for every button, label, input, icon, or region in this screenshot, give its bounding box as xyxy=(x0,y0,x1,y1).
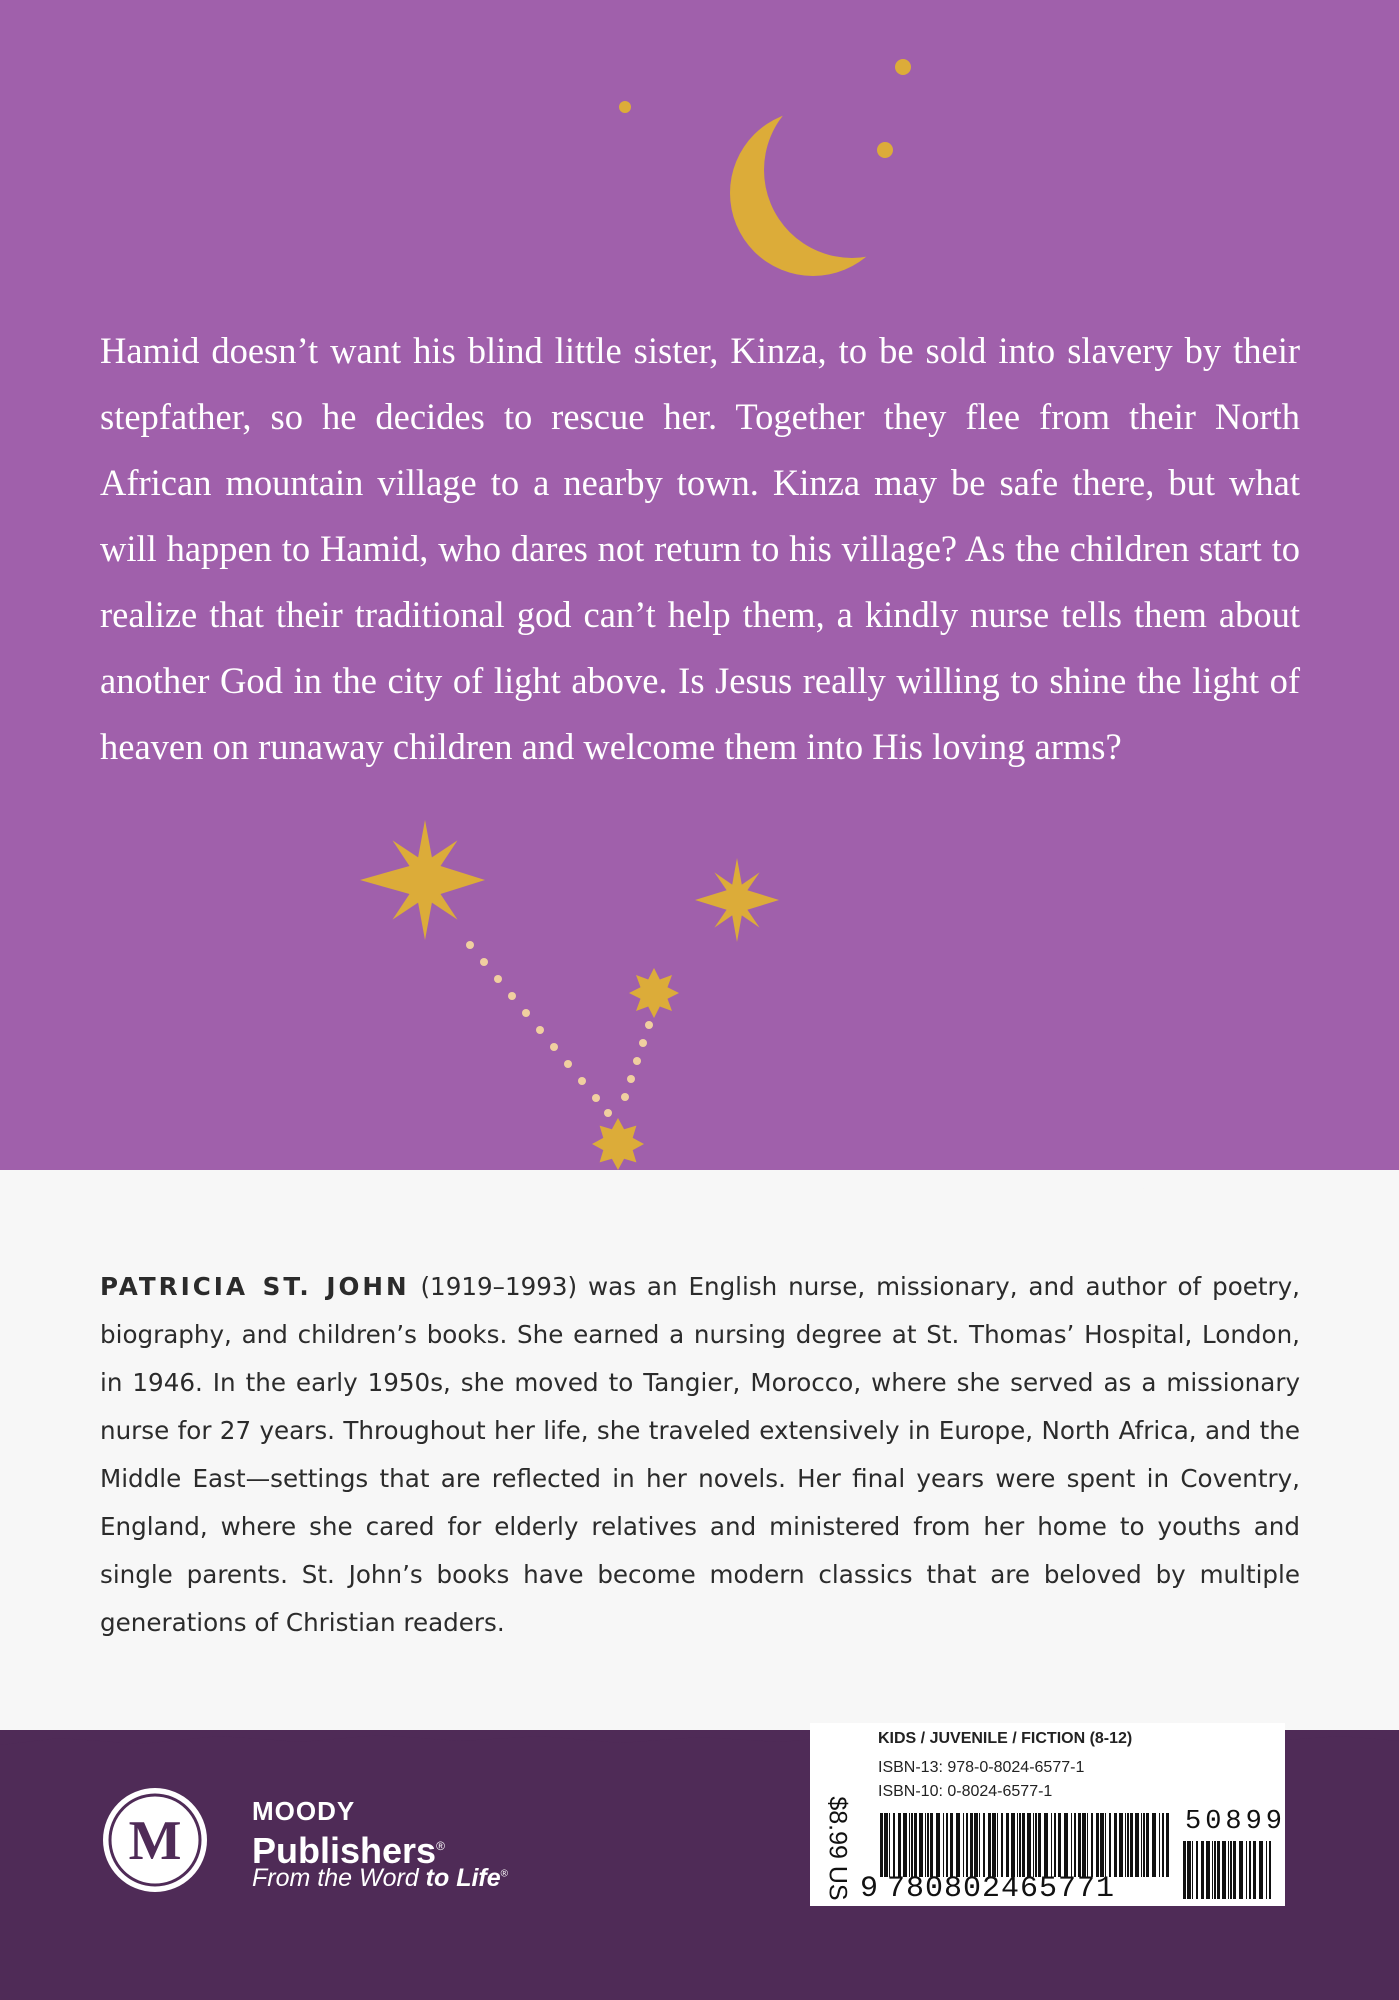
barcode-bar xyxy=(988,1813,991,1877)
moody-logo-icon xyxy=(100,1785,210,1895)
barcode-bar xyxy=(1239,1841,1243,1899)
barcode-bar xyxy=(950,1813,953,1877)
barcode-bar xyxy=(925,1813,926,1877)
barcode-bar xyxy=(1022,1813,1025,1877)
barcode-bar xyxy=(911,1813,913,1877)
barcode-bar xyxy=(1091,1813,1093,1877)
barcode-bar xyxy=(1038,1813,1041,1877)
barcode-bar xyxy=(1058,1813,1061,1877)
star-constellation xyxy=(360,820,779,1170)
barcode-bar xyxy=(1206,1841,1210,1899)
tagline-part1: From the Word xyxy=(252,1864,426,1892)
barcode-bar xyxy=(1001,1813,1003,1877)
barcode-bar xyxy=(1006,1813,1009,1877)
publisher-tagline xyxy=(252,1864,508,1893)
barcode-bar xyxy=(1078,1813,1081,1877)
barcode-bar xyxy=(1100,1813,1104,1877)
barcode-bar xyxy=(903,1813,907,1877)
barcode-bar xyxy=(970,1813,973,1877)
barcode-bar xyxy=(1143,1813,1145,1877)
registered-mark: ® xyxy=(436,1839,445,1853)
small-star-dot xyxy=(895,59,911,75)
barcode-bar xyxy=(974,1813,978,1877)
barcode-bar xyxy=(992,1813,996,1877)
barcode-bar xyxy=(1033,1813,1034,1877)
barcode-bar xyxy=(1183,1841,1186,1899)
bisac-category: KIDS / JUVENILE / FICTION (8-12) xyxy=(878,1730,1133,1747)
barcode-bar xyxy=(1135,1813,1139,1877)
supplement-number: 50899 xyxy=(1185,1807,1287,1837)
barcode-bar xyxy=(1064,1813,1068,1877)
barcode-bar xyxy=(1253,1841,1256,1899)
publisher-name-line1: MOODY xyxy=(252,1796,356,1826)
barcode-bar xyxy=(1105,1813,1106,1877)
barcode-bar xyxy=(1269,1841,1271,1899)
barcode-bar xyxy=(1127,1813,1129,1877)
barcode-bar xyxy=(936,1813,940,1877)
tagline-mark: ® xyxy=(500,1868,509,1880)
barcode-bar xyxy=(1130,1813,1133,1877)
barcode-bar xyxy=(1228,1841,1229,1899)
barcode-bar xyxy=(1233,1841,1236,1899)
crescent-moon-icon xyxy=(730,110,896,276)
barcode-bar xyxy=(1035,1813,1037,1877)
barcode-bar xyxy=(1027,1813,1031,1877)
barcode-bar xyxy=(909,1813,910,1877)
small-star-dot xyxy=(877,142,893,158)
supplement-barcode xyxy=(1183,1841,1275,1899)
barcode-bar xyxy=(1141,1813,1142,1877)
barcode-bar xyxy=(1096,1813,1099,1877)
ean-main-digits: 780802465771 xyxy=(887,1872,1116,1906)
medium-star-icon xyxy=(695,858,779,942)
barcode-bar xyxy=(943,1813,944,1877)
author-name: PATRICIA ST. JOHN xyxy=(100,1272,410,1301)
barcode-bar xyxy=(1217,1841,1220,1899)
barcode-bar xyxy=(1249,1841,1251,1899)
barcode-bar xyxy=(997,1813,998,1877)
barcode-bar xyxy=(1119,1813,1123,1877)
barcode-bar xyxy=(927,1813,929,1877)
barcode-bar xyxy=(1152,1813,1156,1877)
barcode-bar xyxy=(1212,1841,1213,1899)
barcode-bar xyxy=(1259,1841,1263,1899)
barcode-bar xyxy=(884,1813,888,1877)
barcode-bar xyxy=(1230,1841,1232,1899)
barcode-bar xyxy=(930,1813,933,1877)
isbn-13: ISBN-13: 978-0-8024-6577-1 xyxy=(878,1759,1085,1776)
barcode-bar xyxy=(898,1813,901,1877)
barcode-bar xyxy=(1019,1813,1021,1877)
barcode-bar xyxy=(893,1813,895,1877)
small-star-icon xyxy=(592,1118,644,1170)
barcode-bar xyxy=(880,1813,883,1877)
barcode-bar xyxy=(1087,1813,1088,1877)
logo-letter: M xyxy=(128,1810,182,1872)
barcode-bar xyxy=(1109,1813,1111,1877)
barcode-bar xyxy=(1266,1841,1267,1899)
barcode-bar xyxy=(979,1813,980,1877)
small-star-icon xyxy=(629,968,679,1018)
isbn-10: ISBN-10: 0-8024-6577-1 xyxy=(878,1783,1053,1800)
barcode-bar xyxy=(1011,1813,1015,1877)
barcode-bar xyxy=(1166,1813,1169,1877)
barcode-bar xyxy=(1196,1841,1198,1899)
barcode-bar xyxy=(1114,1813,1117,1877)
barcode-bar xyxy=(1125,1813,1126,1877)
barcode-bar xyxy=(889,1813,890,1877)
barcode-bar xyxy=(963,1813,964,1877)
barcode-bar xyxy=(1214,1841,1216,1899)
barcode-bar xyxy=(1246,1841,1247,1899)
book-description: Hamid doesn’t want his blind little sister, Kinza, to be sold into slavery by their stepfather, so he decides to rescue her. Together they flee from their North African mountain village to a nearby town. Kinza may be safe there, but what will happen to Hamid, who dares not return to his village? As the children start to realize that their traditional god can’t help them, a kindly nurse tells them about another God in the city of light above. Is Jesus really willing to shine the light of heaven on runaway children and welcome them into His loving arms? xyxy=(100,330,1300,767)
barcode-bar xyxy=(1192,1841,1193,1899)
author-bio xyxy=(100,1263,1300,1647)
barcode-bar xyxy=(919,1813,923,1877)
ean-digits xyxy=(860,1872,1115,1906)
small-star-dot xyxy=(619,101,631,113)
barcode-bar xyxy=(1162,1813,1164,1877)
price-label: $8.99 US xyxy=(823,1796,852,1901)
barcode-bar xyxy=(956,1813,960,1877)
publisher-name-text: Publishers xyxy=(252,1830,437,1871)
barcode-bar xyxy=(1159,1813,1160,1877)
barcode-bar xyxy=(1146,1813,1149,1877)
ean-lead-digit: 9 xyxy=(860,1872,880,1906)
barcode-bar xyxy=(1044,1813,1048,1877)
barcode-bar xyxy=(1017,1813,1018,1877)
large-star-icon xyxy=(360,820,485,940)
author-bio-text: (1919–1993) was an English nurse, missionary, and author of poetry, biography, and children’s books. She earned a nursing degree at St. Thomas’ Hospital, London, in 1946. In the early 1950s, she moved to Tangier, Morocco, where she served as a missionary nurse for 27 years. Throughout her life, she traveled extensively in Europe, North Africa, and the Middle East—settings that are reflected in her novels. Her final years were spent in Coventry, England, where she cared for elderly relatives and ministered from her home to youths and single parents. St. John’s books have become modern classics that are beloved by multiple generations of Christian readers. xyxy=(100,1272,1300,1637)
ean-barcode xyxy=(880,1813,1175,1877)
barcode-box xyxy=(810,1723,1285,1906)
barcode-bar xyxy=(983,1813,985,1877)
barcode-bar xyxy=(946,1813,948,1877)
barcode-bar xyxy=(1054,1813,1056,1877)
barcode-bar xyxy=(914,1813,917,1877)
constellation-dotted-line xyxy=(466,941,653,1117)
barcode-bar xyxy=(966,1813,968,1877)
barcode-bar xyxy=(1187,1841,1191,1899)
barcode-bar xyxy=(1074,1813,1076,1877)
barcode-bar xyxy=(1082,1813,1086,1877)
tagline-part2: to Life xyxy=(425,1864,501,1892)
barcode-bar xyxy=(1222,1841,1226,1899)
barcode-bar xyxy=(1071,1813,1072,1877)
barcode-bar xyxy=(1051,1813,1052,1877)
barcode-bar xyxy=(1201,1841,1204,1899)
